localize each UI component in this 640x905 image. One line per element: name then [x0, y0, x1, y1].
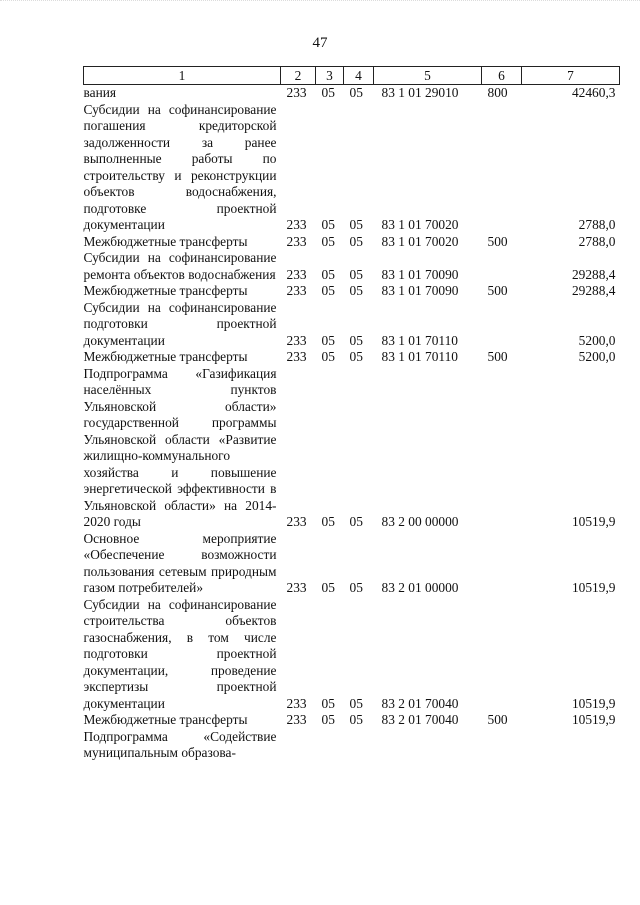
table-row	[84, 102, 620, 234]
row-code-3: 05	[321, 283, 335, 298]
row-name: Основное мероприятие «Обеспечение возможности пользования сетевым природным газом потребителей»	[83, 530, 277, 595]
row-code-6: 800	[487, 85, 508, 100]
row-code-2: 233	[286, 580, 307, 595]
row-code-2: 233	[286, 514, 307, 529]
row-name: Подпрограмма «Содействие муниципальным образова-	[83, 728, 277, 760]
row-amount: 2788,0	[578, 233, 616, 249]
header-col-6: 6	[482, 67, 522, 85]
page-number: 47	[312, 35, 328, 51]
row-code-5: 83 2 01 70040	[381, 695, 459, 711]
row-code-3	[316, 729, 344, 762]
budget-table	[83, 66, 620, 762]
row-name: Субсидии на софинансирование ремонта объектов водоснабжения	[83, 250, 277, 282]
row-amount: 10519,9	[571, 514, 616, 529]
table-row	[84, 234, 620, 251]
row-code-3: 05	[321, 695, 335, 711]
row-code-4: 05	[349, 332, 363, 348]
row-code-4: 05	[349, 85, 363, 100]
row-code-4	[344, 729, 374, 762]
row-code-5: 83 2 01 00000	[381, 580, 459, 595]
row-name: Субсидии на софинансирование строительства объектов газоснабжения, в том числе подготовки проектной документации, проведение экспертизы проектной документации	[83, 596, 277, 711]
header-col-2: 2	[281, 67, 316, 85]
row-code-2: 233	[286, 695, 307, 711]
header-col-7: 7	[522, 67, 620, 85]
header-col-1: 1	[84, 67, 281, 85]
row-code-6	[482, 729, 522, 762]
row-amount: 5200,0	[578, 349, 616, 364]
row-code-2: 233	[286, 283, 307, 298]
table-row	[84, 300, 620, 350]
row-amount: 10519,9	[571, 712, 616, 727]
table-row	[84, 349, 620, 366]
row-code-5: 83 1 01 70110	[381, 349, 458, 364]
row-amount: 5200,0	[578, 332, 616, 348]
row-name: Субсидии на софинансирование подготовки проектной документации	[83, 299, 277, 348]
table-row	[84, 283, 620, 300]
row-code-4: 05	[349, 233, 363, 249]
row-code-6	[482, 597, 522, 713]
row-code-2: 233	[286, 349, 307, 364]
row-name: Межбюджетные трансферты	[83, 712, 248, 727]
row-code-3: 05	[321, 514, 335, 529]
row-code-6	[482, 102, 522, 234]
row-code-2: 233	[286, 233, 307, 249]
row-code-4: 05	[349, 266, 363, 282]
table-body	[84, 85, 620, 762]
row-name: вания	[83, 85, 117, 100]
row-code-3: 05	[321, 233, 335, 249]
row-code-5: 83 1 01 70110	[381, 332, 458, 348]
row-code-6: 500	[487, 349, 508, 364]
row-code-2: 233	[286, 332, 307, 348]
header-row	[84, 67, 620, 85]
row-code-5: 83 1 01 70020	[381, 217, 459, 232]
table-row	[84, 597, 620, 713]
row-code-5: 83 1 01 70090	[381, 283, 459, 298]
row-code-4: 05	[349, 349, 363, 364]
table-row	[84, 85, 620, 102]
row-code-6: 500	[487, 712, 508, 727]
row-code-5: 83 2 00 00000	[381, 514, 459, 529]
row-code-2: 233	[286, 85, 307, 100]
row-code-3: 05	[321, 580, 335, 595]
row-code-6	[482, 366, 522, 531]
row-code-2	[281, 729, 316, 762]
row-name: Межбюджетные трансферты	[83, 349, 248, 364]
row-code-6	[482, 531, 522, 597]
row-amount: 2788,0	[578, 217, 616, 232]
table-row	[84, 531, 620, 597]
row-code-5: 83 1 01 29010	[381, 85, 459, 100]
header-col-3: 3	[316, 67, 344, 85]
row-code-2: 233	[286, 712, 307, 727]
row-name: Межбюджетные трансферты	[83, 283, 248, 298]
row-code-4: 05	[349, 712, 363, 727]
row-code-5: 83 2 01 70040	[381, 712, 459, 727]
header-col-5: 5	[374, 67, 482, 85]
row-amount	[522, 729, 620, 762]
header-col-4: 4	[344, 67, 374, 85]
row-code-6	[482, 250, 522, 283]
row-amount: 10519,9	[571, 580, 616, 595]
row-code-3: 05	[321, 712, 335, 727]
row-code-3: 05	[321, 349, 335, 364]
row-code-4: 05	[349, 514, 363, 529]
row-code-4: 05	[349, 217, 363, 232]
table-row	[84, 250, 620, 283]
row-code-6	[482, 300, 522, 350]
row-code-5: 83 1 01 70090	[381, 266, 459, 282]
row-name: Подпрограмма «Газификация населённых пунктов Ульяновской области» государственной программы Ульяновской области «Развитие жилищно-коммунального хозяйства и повышение энергетической эффективности в Ульяновской области» на 2014-2020 годы	[83, 365, 277, 529]
row-code-5: 83 1 01 70020	[381, 233, 459, 249]
row-amount: 10519,9	[571, 695, 616, 711]
row-code-6: 500	[487, 283, 508, 298]
table-row	[84, 712, 620, 729]
row-code-5	[374, 729, 482, 762]
row-name: Межбюджетные трансферты	[83, 233, 248, 249]
row-code-3: 05	[321, 332, 335, 348]
table-header	[84, 67, 620, 85]
row-code-3: 05	[321, 85, 335, 100]
row-code-2: 233	[286, 217, 307, 232]
row-code-4: 05	[349, 580, 363, 595]
row-code-3: 05	[321, 217, 335, 232]
table-row	[84, 729, 620, 762]
row-amount: 42460,3	[571, 85, 616, 100]
row-code-4: 05	[349, 695, 363, 711]
row-amount: 29288,4	[571, 266, 616, 282]
scan-artifact-line	[0, 0, 640, 13]
row-code-6: 500	[487, 233, 508, 249]
table-row	[84, 366, 620, 531]
row-code-2: 233	[286, 266, 307, 282]
row-amount: 29288,4	[571, 283, 616, 298]
row-code-4: 05	[349, 283, 363, 298]
row-code-3: 05	[321, 266, 335, 282]
row-name: Субсидии на софинансирование погашения кредиторской задолженности за ранее выполненные работы по строительству и реконструкции объектов водоснабжения, подготовке проектной документации	[83, 101, 277, 232]
